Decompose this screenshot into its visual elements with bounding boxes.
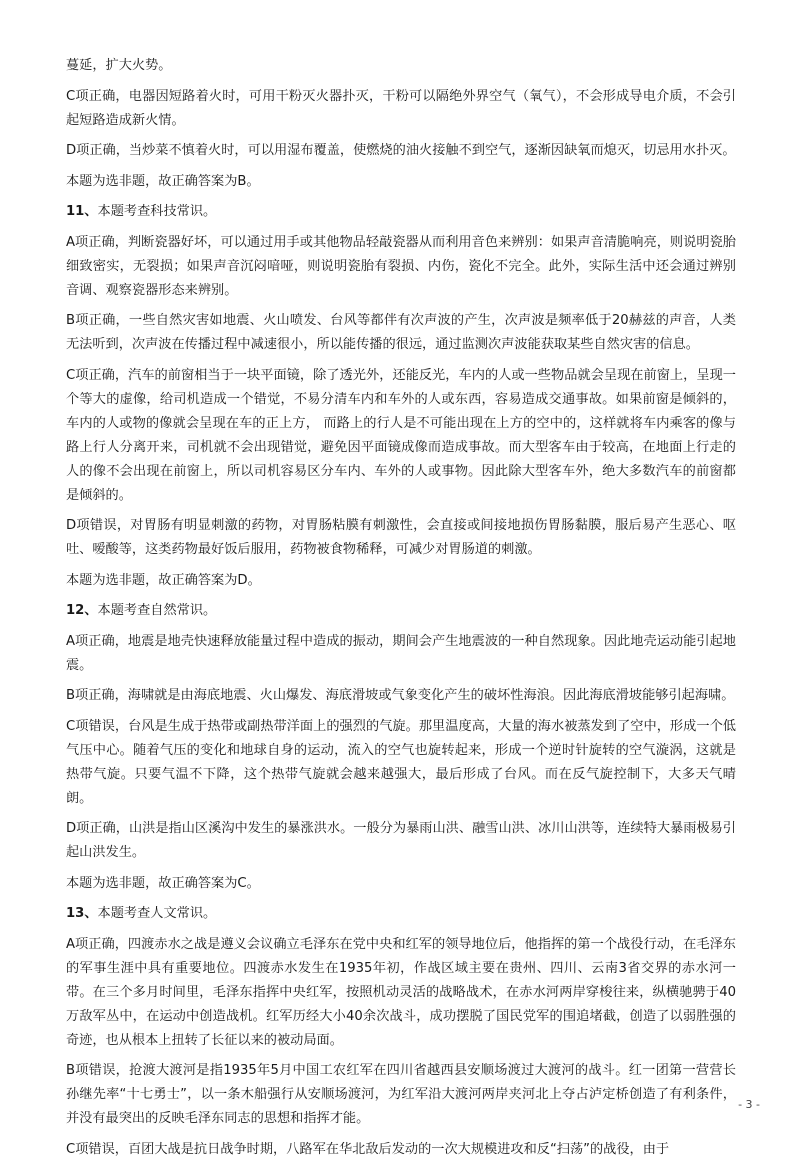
answer-paragraph: B项正确，海啸就是由海底地震、火山爆发、海底滑坡或气象变化产生的破坏性海浪。因此海底滑坡能够引起海啸。 (66, 688, 735, 703)
answer-paragraph: C项正确，汽车的前窗相当于一块平面镜，除了透光外，还能反光，车内的人或一些物品就会呈现在前窗上，呈现一个等大的虚像，给司机造成一个错觉，不易分清车内和车外的人或东西，容易造成交通事故。如果前窗是倾斜的，车内的人或物的像就会呈现在车的正上方， 而路上的行人是不可能出现在上方的空中的，这样就将车内乘客的像与路上行人分离开来，司机就不会出现错觉，避免因平面镜成像而造成事故。而大型客车由于较高，在地面上行走的人的像不会出现在前窗上，所以司机容易区分车内、车外的人或事物。因此除大型客车外，绝大多数汽车的前窗都是倾斜的。 (66, 367, 736, 503)
answer-paragraph: D项正确，当炒菜不慎着火时，可以用湿布覆盖，使燃烧的油火接触不到空气，逐渐因缺氧而熄灭，切忌用水扑灭。 (66, 143, 736, 158)
answer-paragraph: C项错误，台风是生成于热带或副热带洋面上的强烈的气旋。那里温度高，大量的海水被蒸发到了空中，形成一个低气压中心。随着气压的变化和地球自身的运动，流入的空气也旋转起来，形成一个逆时针旋转的空气漩涡，这就是热带气旋。只要气温不下降，这个热带气旋就会越来越强大，最后形成了台风。而在反气旋控制下，大多天气晴朗。 (66, 718, 736, 806)
answer-paragraph: C项正确，电器因短路着火时，可用干粉灭火器扑灭，干粉可以隔绝外界空气（氧气），不会形成导电介质，不会引起短路造成新火情。 (66, 88, 736, 128)
answer-paragraph: A项正确，判断瓷器好坏，可以通过用手或其他物品轻敲瓷器从而利用音色来辨别：如果声音清脆响亮，则说明瓷胎细致密实，无裂损；如果声音沉闷喑哑，则说明瓷胎有裂损、内伤，瓷化不完全。此外，实际生活中还会通过辨别音调、观察瓷器形态来辨别。 (66, 234, 736, 298)
answer-paragraph: D项错误，对胃肠有明显刺激的药物，对胃肠粘膜有刺激性，会直接或间接地损伤胃肠黏膜，服后易产生恶心、呕吐、嗳酸等，这类药物最好饭后服用，药物被食物稀释，可减少对胃肠道的刺激。 (66, 518, 736, 557)
document-body (66, 54, 736, 1168)
page-number: - 3 - (738, 1098, 760, 1111)
answer-paragraph: 本题为选非题，故正确答案为B。 (66, 173, 260, 189)
question-heading (66, 200, 736, 224)
answer-paragraph: A项正确，四渡赤水之战是遵义会议确立毛泽东在党中央和红军的领导地位后，他指挥的第一个战役行动，在毛泽东的军事生涯中具有重要地位。四渡赤水发生在1935年初，作战区域主要在贵州、四川、云南3省交界的赤水河一带。在三个多月时间里，毛泽东指挥中央红军，按照机动灵活的战略战术，在赤水河两岸穿梭往来，纵横驰骋于40万敌军丛中，在运动中创造战机。红军历经大小40余次战斗，成功摆脱了国民党军的围追堵截，创造了以弱胜强的奇迹，也从根本上扭转了长征以来的被动局面。 (66, 936, 736, 1048)
question-number: 12、 (66, 603, 98, 618)
question-number: 11、 (66, 204, 98, 219)
question-number: 13、 (66, 906, 98, 921)
question-topic: 本题考查科技常识。 (97, 204, 217, 219)
question-topic: 本题考查自然常识。 (97, 603, 217, 618)
answer-paragraph: C项错误，百团大战是抗日战争时期，八路军在华北敌后发动的一次大规模进攻和反“扫荡”的战役，由于 (66, 1141, 670, 1157)
question-heading (66, 599, 736, 623)
answer-paragraph: B项正确，一些自然灾害如地震、火山喷发、台风等都伴有次声波的产生，次声波是频率低于20赫兹的声音，人类无法听到，次声波在传播过程中减速很小，所以能传播的很远，通过监测次声波能获取某些自然灾害的信息。 (66, 313, 736, 352)
answer-paragraph: A项正确，地震是地壳快速释放能量过程中造成的振动，期间会产生地震波的一种自然现象。因此地壳运动能引起地震。 (66, 633, 736, 673)
answer-paragraph: 本题为选非题，故正确答案为D。 (66, 572, 261, 588)
answer-paragraph: D项正确，山洪是指山区溪沟中发生的暴涨洪水。一般分为暴雨山洪、融雪山洪、冰川山洪等，连续特大暴雨极易引起山洪发生。 (66, 821, 736, 860)
answer-paragraph: B项错误，抢渡大渡河是指1935年5月中国工农红军在四川省越西县安顺场渡过大渡河的战斗。红一团第一营营长孙继先率“十七勇士”，以一条木船强行从安顺场渡河，为红军沿大渡河两岸夹河北上夺占泸定桥创造了有利条件，并没有最突出的反映毛泽东同志的思想和指挥才能。 (66, 1063, 736, 1126)
question-topic: 本题考查人文常识。 (97, 906, 217, 921)
answer-paragraph: 本题为选非题，故正确答案为C。 (66, 875, 260, 891)
answer-paragraph: 蔓延，扩大火势。 (66, 58, 172, 73)
question-heading (66, 902, 736, 926)
